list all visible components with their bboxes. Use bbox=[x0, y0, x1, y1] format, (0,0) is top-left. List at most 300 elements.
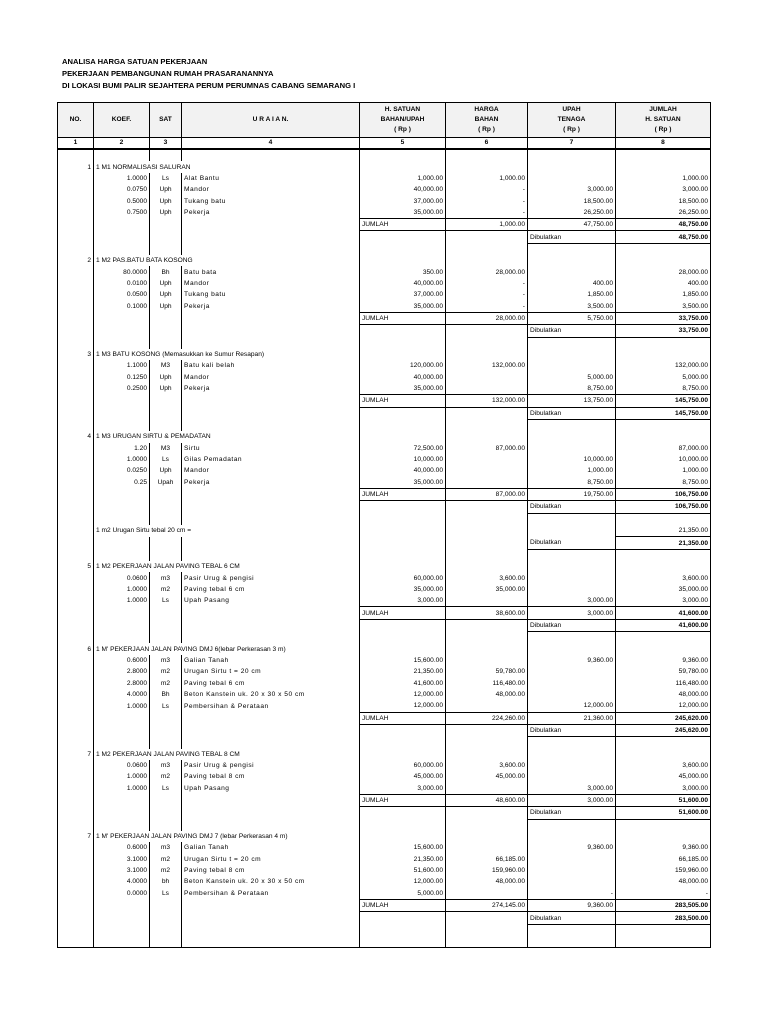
koef-value: 0.0600 bbox=[94, 760, 150, 771]
empty-cell bbox=[616, 337, 711, 349]
uraian-value: Batu kali belah bbox=[182, 360, 360, 371]
spacer-row bbox=[58, 243, 711, 255]
empty-cell bbox=[182, 488, 360, 500]
empty-cell bbox=[528, 643, 616, 654]
jumlah-value: 159,960.00 bbox=[616, 865, 711, 876]
koef-value: 1.0000 bbox=[94, 173, 150, 184]
spacer-row bbox=[58, 513, 711, 525]
upah-tenaga-value bbox=[528, 689, 616, 700]
empty-cell bbox=[446, 255, 528, 266]
jumlah-row bbox=[58, 395, 711, 407]
empty-cell bbox=[58, 372, 94, 383]
uraian-value: Beton Kanstein uk. 20 x 30 x 50 cm bbox=[182, 689, 360, 700]
sat-value: m3 bbox=[150, 572, 182, 583]
hsatuan-value: 15,600.00 bbox=[360, 655, 446, 666]
koef-value: 0.6000 bbox=[94, 842, 150, 853]
jumlah-upah-tenaga: 19,750.00 bbox=[528, 488, 616, 500]
hsatuan-value: 12,000.00 bbox=[360, 876, 446, 887]
section-number: 2 bbox=[58, 255, 94, 266]
uraian-value: Paving tebal 8 cm bbox=[182, 771, 360, 782]
upah-tenaga-value bbox=[528, 854, 616, 865]
sat-value: Ls bbox=[150, 700, 182, 712]
empty-cell bbox=[182, 312, 360, 324]
section-number: 6 bbox=[58, 643, 94, 654]
empty-cell bbox=[616, 831, 711, 842]
empty-cell bbox=[528, 161, 616, 172]
empty-cell bbox=[94, 419, 150, 431]
empty-cell bbox=[360, 643, 446, 654]
jumlah-value: 48,000.00 bbox=[616, 689, 711, 700]
jumlah-value: 1,000.00 bbox=[616, 173, 711, 184]
jumlah-label: JUMLAH bbox=[360, 712, 446, 724]
dibulatkan-row bbox=[58, 724, 711, 736]
dibulatkan-label: Dibulatkan bbox=[528, 537, 616, 549]
empty-cell bbox=[528, 561, 616, 572]
empty-cell bbox=[94, 325, 150, 337]
col-number: 4 bbox=[182, 138, 360, 150]
uraian-value: Pekerja bbox=[182, 383, 360, 395]
uraian-value: Alat Bantu bbox=[182, 173, 360, 184]
jumlah-label: JUMLAH bbox=[360, 607, 446, 619]
table-row bbox=[58, 584, 711, 595]
empty-cell bbox=[58, 865, 94, 876]
empty-cell bbox=[58, 876, 94, 887]
empty-cell bbox=[58, 912, 94, 924]
sat-value: Uph bbox=[150, 207, 182, 219]
harga-bahan-value: 132,000.00 bbox=[446, 360, 528, 371]
empty-cell bbox=[360, 737, 446, 749]
sat-value: m2 bbox=[150, 677, 182, 688]
dibulatkan-label: Dibulatkan bbox=[528, 807, 616, 819]
hsatuan-value: 10,000.00 bbox=[360, 454, 446, 465]
empty-cell bbox=[58, 488, 94, 500]
empty-cell bbox=[528, 549, 616, 561]
empty-cell bbox=[94, 407, 150, 419]
empty-cell bbox=[150, 900, 182, 912]
empty-cell bbox=[58, 724, 94, 736]
sat-value: Ls bbox=[150, 783, 182, 795]
koef-value: 3.1000 bbox=[94, 854, 150, 865]
table-row bbox=[58, 876, 711, 887]
empty-cell bbox=[360, 537, 446, 549]
jumlah-value: 3,600.00 bbox=[616, 572, 711, 583]
empty-cell bbox=[94, 900, 150, 912]
empty-cell bbox=[446, 643, 528, 654]
hsatuan-value: 21,350.00 bbox=[360, 666, 446, 677]
empty-cell bbox=[58, 454, 94, 465]
hsatuan-value: 3,000.00 bbox=[360, 783, 446, 795]
upah-tenaga-value bbox=[528, 360, 616, 371]
empty-cell bbox=[150, 807, 182, 819]
jumlah-total: 106,750.00 bbox=[616, 488, 711, 500]
upah-tenaga-value: 400.00 bbox=[528, 278, 616, 289]
empty-cell bbox=[360, 936, 446, 948]
empty-cell bbox=[360, 819, 446, 831]
table-row bbox=[58, 465, 711, 476]
jumlah-total: 145,750.00 bbox=[616, 395, 711, 407]
jumlah-value: 66,185.00 bbox=[616, 854, 711, 865]
extra-text: 1 m2 Urugan Sirtu tebal 20 cm = bbox=[94, 525, 360, 537]
uraian-value: Batu bata bbox=[182, 266, 360, 277]
sat-value: bh bbox=[150, 876, 182, 887]
empty-cell bbox=[182, 231, 360, 243]
uraian-value: Sirtu bbox=[182, 443, 360, 454]
harga-bahan-value: 159,960.00 bbox=[446, 865, 528, 876]
empty-cell bbox=[182, 936, 360, 948]
jumlah-value: 3,000.00 bbox=[616, 783, 711, 795]
empty-cell bbox=[94, 737, 150, 749]
jumlah-label: JUMLAH bbox=[360, 312, 446, 324]
jumlah-upah-tenaga: 21,360.00 bbox=[528, 712, 616, 724]
sat-value: Ls bbox=[150, 454, 182, 465]
table-row bbox=[58, 383, 711, 395]
dibulatkan-label: Dibulatkan bbox=[528, 619, 616, 631]
jumlah-label: JUMLAH bbox=[360, 488, 446, 500]
empty-cell bbox=[360, 807, 446, 819]
hsatuan-value: 15,600.00 bbox=[360, 842, 446, 853]
jumlah-total: 51,600.00 bbox=[616, 794, 711, 806]
jumlah-value: - bbox=[616, 888, 711, 900]
section-title-row bbox=[58, 749, 711, 760]
empty-cell bbox=[446, 819, 528, 831]
sat-value: Ls bbox=[150, 173, 182, 184]
empty-cell bbox=[94, 632, 150, 644]
empty-cell bbox=[58, 289, 94, 300]
empty-cell bbox=[616, 419, 711, 431]
jumlah-label: JUMLAH bbox=[360, 395, 446, 407]
empty-cell bbox=[94, 607, 150, 619]
spacer-row bbox=[58, 632, 711, 644]
empty-cell bbox=[58, 632, 94, 644]
hsatuan-value: 1,000.00 bbox=[360, 173, 446, 184]
harga-bahan-value: 48,000.00 bbox=[446, 689, 528, 700]
harga-bahan-value bbox=[446, 783, 528, 795]
empty-cell bbox=[58, 173, 94, 184]
empty-cell bbox=[58, 737, 94, 749]
hsatuan-value: 350.00 bbox=[360, 266, 446, 277]
empty-cell bbox=[58, 337, 94, 349]
empty-cell bbox=[94, 712, 150, 724]
empty-cell bbox=[360, 619, 446, 631]
empty-cell bbox=[446, 325, 528, 337]
jumlah-upah-tenaga: 5,750.00 bbox=[528, 312, 616, 324]
uraian-value: Upah Pasang bbox=[182, 783, 360, 795]
hsatuan-value: 51,600.00 bbox=[360, 865, 446, 876]
sat-value: m3 bbox=[150, 760, 182, 771]
table-row bbox=[58, 865, 711, 876]
hsatuan-value: 35,000.00 bbox=[360, 300, 446, 312]
dibulatkan-row bbox=[58, 537, 711, 549]
dibulatkan-label: Dibulatkan bbox=[528, 724, 616, 736]
empty-cell bbox=[94, 395, 150, 407]
empty-cell bbox=[528, 936, 616, 948]
koef-value: 2.8000 bbox=[94, 666, 150, 677]
koef-value: 0.0000 bbox=[94, 888, 150, 900]
empty-cell bbox=[446, 337, 528, 349]
doc-title: ANALISA HARGA SATUAN PEKERJAAN bbox=[62, 57, 208, 66]
uraian-value: Galian Tanah bbox=[182, 842, 360, 853]
harga-bahan-value: - bbox=[446, 300, 528, 312]
koef-value: 0.1000 bbox=[94, 300, 150, 312]
koef-value: 1.0000 bbox=[94, 595, 150, 607]
empty-cell bbox=[446, 161, 528, 172]
empty-cell bbox=[58, 595, 94, 607]
empty-cell bbox=[446, 149, 528, 161]
jumlah-harga-bahan: 224,260.00 bbox=[446, 712, 528, 724]
upah-tenaga-value bbox=[528, 584, 616, 595]
table-row bbox=[58, 842, 711, 853]
upah-tenaga-value bbox=[528, 865, 616, 876]
upah-tenaga-value: 12,000.00 bbox=[528, 700, 616, 712]
koef-value: 1.0000 bbox=[94, 700, 150, 712]
hsatuan-value: 12,000.00 bbox=[360, 700, 446, 712]
uraian-value: Pembersihan & Perataan bbox=[182, 888, 360, 900]
empty-cell bbox=[446, 407, 528, 419]
hsatuan-value: 40,000.00 bbox=[360, 278, 446, 289]
empty-cell bbox=[58, 525, 94, 537]
dibulatkan-label: Dibulatkan bbox=[528, 407, 616, 419]
empty-cell bbox=[446, 231, 528, 243]
empty-cell bbox=[616, 561, 711, 572]
uraian-value: Pekerja bbox=[182, 207, 360, 219]
table-row bbox=[58, 278, 711, 289]
empty-cell bbox=[150, 419, 182, 431]
empty-cell bbox=[360, 243, 446, 255]
upah-tenaga-value bbox=[528, 876, 616, 887]
table-row bbox=[58, 173, 711, 184]
jumlah-row bbox=[58, 607, 711, 619]
empty-cell bbox=[360, 149, 446, 161]
empty-cell bbox=[150, 243, 182, 255]
empty-cell bbox=[150, 219, 182, 231]
harga-bahan-value: - bbox=[446, 207, 528, 219]
sat-value: m2 bbox=[150, 666, 182, 677]
jumlah-value: 28,000.00 bbox=[616, 266, 711, 277]
empty-cell bbox=[528, 337, 616, 349]
empty-cell bbox=[94, 819, 150, 831]
koef-value: 0.0600 bbox=[94, 572, 150, 583]
spacer-row bbox=[58, 419, 711, 431]
empty-cell bbox=[58, 549, 94, 561]
empty-cell bbox=[360, 407, 446, 419]
upah-tenaga-value bbox=[528, 677, 616, 688]
harga-bahan-value: 116,480.00 bbox=[446, 677, 528, 688]
jumlah-harga-bahan: 132,000.00 bbox=[446, 395, 528, 407]
spacer-row bbox=[58, 149, 711, 161]
empty-cell bbox=[616, 431, 711, 442]
jumlah-harga-bahan: 48,600.00 bbox=[446, 794, 528, 806]
sat-value: M3 bbox=[150, 360, 182, 371]
uraian-value: Paving tebal 6 cm bbox=[182, 584, 360, 595]
section-title: 1 M3 BATU KOSONG (Memasukkan ke Sumur Resapan) bbox=[94, 349, 360, 360]
empty-cell bbox=[446, 549, 528, 561]
empty-cell bbox=[528, 255, 616, 266]
sat-value: Ls bbox=[150, 888, 182, 900]
extra-row bbox=[58, 525, 711, 537]
harga-bahan-value bbox=[446, 465, 528, 476]
jumlah-value: 116,480.00 bbox=[616, 677, 711, 688]
hsatuan-value: 60,000.00 bbox=[360, 572, 446, 583]
table-row bbox=[58, 372, 711, 383]
empty-cell bbox=[150, 407, 182, 419]
empty-cell bbox=[94, 231, 150, 243]
section-title: 1 M2 PEKERJAAN JALAN PAVING TEBAL 8 CM bbox=[94, 749, 360, 760]
jumlah-value: 1,850.00 bbox=[616, 289, 711, 300]
empty-cell bbox=[58, 360, 94, 371]
table-row bbox=[58, 184, 711, 195]
upah-tenaga-value bbox=[528, 266, 616, 277]
jumlah-row bbox=[58, 219, 711, 231]
table-row bbox=[58, 700, 711, 712]
uraian-value: Pekerja bbox=[182, 477, 360, 489]
empty-cell bbox=[150, 724, 182, 736]
jumlah-value: 48,000.00 bbox=[616, 876, 711, 887]
empty-cell bbox=[360, 924, 446, 936]
table-row bbox=[58, 655, 711, 666]
empty-cell bbox=[94, 936, 150, 948]
dibulatkan-value: 106,750.00 bbox=[616, 501, 711, 513]
dibulatkan-label: Dibulatkan bbox=[528, 501, 616, 513]
empty-cell bbox=[360, 349, 446, 360]
jumlah-upah-tenaga: 3,000.00 bbox=[528, 794, 616, 806]
empty-cell bbox=[182, 513, 360, 525]
jumlah-row bbox=[58, 712, 711, 724]
section-title-row bbox=[58, 349, 711, 360]
jumlah-value: 10,000.00 bbox=[616, 454, 711, 465]
jumlah-row bbox=[58, 794, 711, 806]
uraian-value: Tukang batu bbox=[182, 195, 360, 206]
harga-bahan-value: 28,000.00 bbox=[446, 266, 528, 277]
koef-value: 0.2500 bbox=[94, 383, 150, 395]
empty-cell bbox=[528, 831, 616, 842]
jumlah-label: JUMLAH bbox=[360, 900, 446, 912]
jumlah-value: 45,000.00 bbox=[616, 771, 711, 782]
empty-cell bbox=[58, 465, 94, 476]
empty-cell bbox=[58, 771, 94, 782]
jumlah-row bbox=[58, 900, 711, 912]
koef-value: 1.0000 bbox=[94, 454, 150, 465]
empty-cell bbox=[446, 749, 528, 760]
dibulatkan-row bbox=[58, 807, 711, 819]
harga-bahan-value bbox=[446, 383, 528, 395]
empty-cell bbox=[616, 349, 711, 360]
koef-value: 0.7500 bbox=[94, 207, 150, 219]
col-number: 6 bbox=[446, 138, 528, 150]
empty-cell bbox=[182, 807, 360, 819]
empty-cell bbox=[360, 431, 446, 442]
doc-subtitle: PEKERJAAN PEMBANGUNAN RUMAH PRASARANANNYA bbox=[62, 69, 274, 78]
table-body bbox=[58, 149, 711, 948]
empty-cell bbox=[182, 619, 360, 631]
empty-cell bbox=[528, 525, 616, 537]
harga-bahan-value: 1,000.00 bbox=[446, 173, 528, 184]
col-header-upah: UPAH TENAGA ( Rp ) bbox=[528, 103, 616, 138]
empty-cell bbox=[446, 525, 528, 537]
uraian-value: Paving tebal 6 cm bbox=[182, 677, 360, 688]
empty-cell bbox=[58, 537, 94, 549]
empty-cell bbox=[150, 712, 182, 724]
empty-cell bbox=[616, 749, 711, 760]
upah-tenaga-value: 9,360.00 bbox=[528, 655, 616, 666]
section-title-row bbox=[58, 161, 711, 172]
hsatuan-value: 37,000.00 bbox=[360, 289, 446, 300]
empty-cell bbox=[182, 149, 360, 161]
empty-cell bbox=[360, 549, 446, 561]
empty-cell bbox=[616, 737, 711, 749]
empty-cell bbox=[182, 912, 360, 924]
upah-tenaga-value: 8,750.00 bbox=[528, 383, 616, 395]
empty-cell bbox=[182, 712, 360, 724]
empty-cell bbox=[94, 912, 150, 924]
table-row bbox=[58, 289, 711, 300]
empty-cell bbox=[616, 161, 711, 172]
sat-value: m2 bbox=[150, 865, 182, 876]
empty-cell bbox=[58, 231, 94, 243]
jumlah-value: 3,500.00 bbox=[616, 300, 711, 312]
empty-cell bbox=[94, 924, 150, 936]
empty-cell bbox=[58, 842, 94, 853]
section-number: 7 bbox=[58, 831, 94, 842]
empty-cell bbox=[150, 513, 182, 525]
empty-cell bbox=[58, 207, 94, 219]
empty-cell bbox=[182, 243, 360, 255]
empty-cell bbox=[446, 537, 528, 549]
jumlah-harga-bahan: 1,000.00 bbox=[446, 219, 528, 231]
empty-cell bbox=[58, 807, 94, 819]
col-number: 3 bbox=[150, 138, 182, 150]
empty-cell bbox=[616, 924, 711, 936]
empty-cell bbox=[182, 407, 360, 419]
empty-cell bbox=[360, 831, 446, 842]
empty-cell bbox=[528, 737, 616, 749]
jumlah-harga-bahan: 87,000.00 bbox=[446, 488, 528, 500]
section-title: 1 M1 NORMALISASI SALURAN bbox=[94, 161, 360, 172]
sat-value: Uph bbox=[150, 372, 182, 383]
empty-cell bbox=[360, 337, 446, 349]
harga-bahan-value: - bbox=[446, 278, 528, 289]
uraian-value: Mandor bbox=[182, 465, 360, 476]
hsatuan-value: 72,500.00 bbox=[360, 443, 446, 454]
section-title-row bbox=[58, 643, 711, 654]
koef-value: 1.0000 bbox=[94, 771, 150, 782]
hsatuan-value: 3,000.00 bbox=[360, 595, 446, 607]
table-row bbox=[58, 572, 711, 583]
jumlah-upah-tenaga: 9,360.00 bbox=[528, 900, 616, 912]
empty-cell bbox=[58, 900, 94, 912]
empty-cell bbox=[182, 419, 360, 431]
empty-cell bbox=[150, 312, 182, 324]
empty-cell bbox=[94, 312, 150, 324]
upah-tenaga-value: 1,850.00 bbox=[528, 289, 616, 300]
empty-cell bbox=[446, 632, 528, 644]
hsatuan-value: 120,000.00 bbox=[360, 360, 446, 371]
koef-value: 1.20 bbox=[94, 443, 150, 454]
table-row bbox=[58, 666, 711, 677]
sat-value: m2 bbox=[150, 854, 182, 865]
sat-value: Uph bbox=[150, 383, 182, 395]
empty-cell bbox=[528, 419, 616, 431]
dibulatkan-row bbox=[58, 231, 711, 243]
empty-cell bbox=[58, 195, 94, 206]
dibulatkan-label: Dibulatkan bbox=[528, 912, 616, 924]
hsatuan-value: 35,000.00 bbox=[360, 477, 446, 489]
koef-value: 1.0000 bbox=[94, 783, 150, 795]
jumlah-value: 8,750.00 bbox=[616, 477, 711, 489]
table-row bbox=[58, 360, 711, 371]
col-number: 2 bbox=[94, 138, 150, 150]
spacer-row bbox=[58, 737, 711, 749]
koef-value: 2.8000 bbox=[94, 677, 150, 688]
